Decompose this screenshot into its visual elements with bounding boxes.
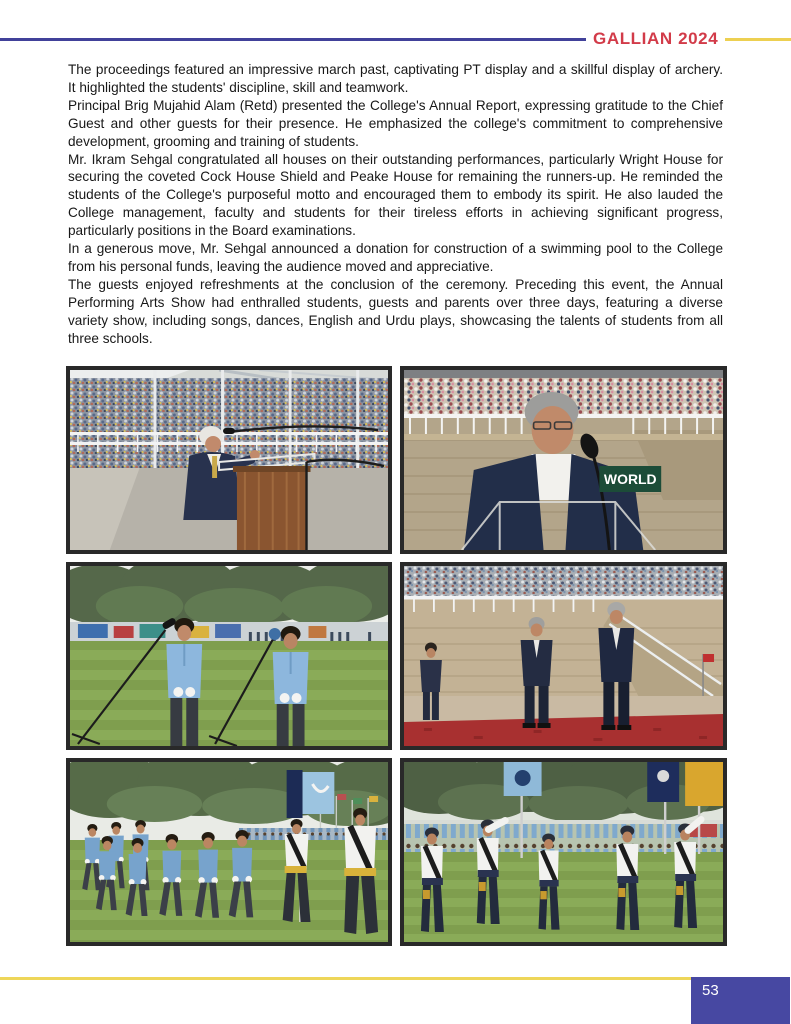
article-paragraph: The proceedings featured an impressive march past, captivating PT display and a skillful display of archery. It highlighted the students' discipline, skill and teamwork. — [68, 62, 723, 95]
article-paragraph: Mr. Ikram Sehgal congratulated all houses on their outstanding performances, particularly Wright House for securing the coveted Cock House Shield and Peake House for remaining the runners-up. He reminded the students of the College's purposeful motto and encouraged them to embody its spirit. He also lauded the College management, faculty and students for their tireless efforts in achieving significant progress, particularly positions in the Board examinations. — [68, 151, 723, 239]
header-rule-right — [725, 38, 791, 41]
page-title: GALLIAN 2024 — [593, 29, 719, 48]
header-rule-left — [0, 38, 586, 41]
photo-illustration — [404, 762, 723, 942]
page-number: 53 — [702, 982, 719, 999]
photo-illustration — [70, 762, 388, 942]
photo-illustration — [70, 566, 388, 746]
article-paragraph: The guests enjoyed refreshments at the conclusion of the ceremony. Preceding this event, the Annual Performing Arts Show had enthralled students, guests and parents over three days, featuring a diverse variety show, including songs, dances, English and Urdu plays, showcasing the talents of students from all three schools. — [68, 276, 723, 346]
world-mic-flag-label: WORLD — [603, 470, 657, 488]
photo-chief-guest-speech-closeup — [400, 366, 727, 554]
photo-march-past-column — [66, 758, 392, 946]
article-paragraph: Principal Brig Mujahid Alam (Retd) presented the College's Annual Report, expressing gratitude to the Chief Guest and other guests for their presence. He emphasized the college's commitment to comprehensive development, grooming and training of students. — [68, 97, 723, 149]
page-number-badge — [691, 977, 790, 1024]
photo-illustration — [404, 566, 723, 746]
photo-illustration — [70, 370, 388, 550]
photo-illustration — [404, 370, 723, 550]
page-header — [0, 30, 791, 48]
photo-students-at-microphones — [66, 562, 392, 750]
photo-principal-address-grandstand — [66, 366, 392, 554]
footer-rule — [0, 977, 691, 980]
photo-dignitaries-on-red-carpet — [400, 562, 727, 750]
article-body — [68, 61, 723, 348]
article-paragraph: In a generous move, Mr. Sehgal announced a donation for construction of a swimming pool to the College from his personal funds, leaving the audience moved and appreciative. — [68, 241, 723, 274]
photo-colour-guard-flags — [400, 758, 727, 946]
